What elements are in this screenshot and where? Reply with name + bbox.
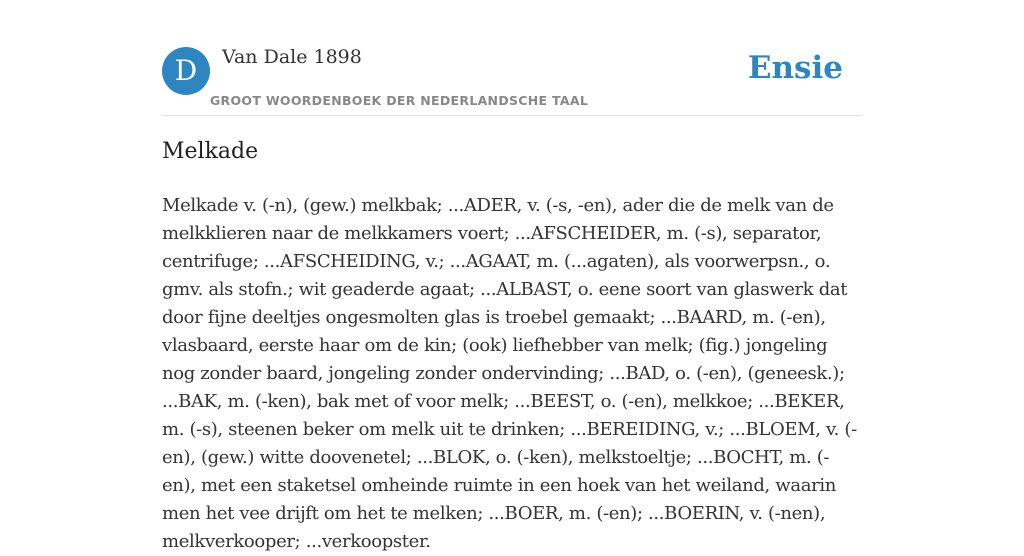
- site-header: [162, 0, 862, 116]
- page: [162, 0, 862, 552]
- brand-logo-link[interactable]: Ensie: [747, 50, 843, 86]
- entry-definition: Melkade v. (-n), (gew.) melkbak; ...ADER, v. (-s, -en), ader die de melk van de melkklieren naar de melkkamers voert; ...AFSCHEIDER, m. (-s), separator, centrifuge; ...AFSCHEIDING, v.; ...AGAAT, m. (...agaten), als voorwerpsn., o. gmv. als stofn.; wit geaderde agaat; ...ALBAST, o. eene soort van glaswerk dat door fijne deeltjes ongesmolten glas is troebel gemaakt; ...BAARD, m. (-en), vlasbaard, eerste haar om de kin; (ook) liefhebber van melk; (fig.) jongeling nog zonder baard, jongeling zonder ondervinding; ...BAD, o. (-en), (geneesk.); ...BAK, m. (-ken), bak met of voor melk; ...BEEST, o. (-en), melkkoe; ...BEKER, m. (-s), steenen beker om melk uit te drinken; ...BEREIDING, v.; ...BLOEM, v. (-en), (gew.) witte doovenetel; ...BLOK, o. (-ken), melkstoeltje; ...BOCHT, m. (-en), met een staketsel omheinde ruimte in een hoek van het weiland, waarin men het vee drijft om het te melken; ...BOER, m. (-en); ...BOERIN, v. (-nen), melkverkooper; ...verkoopster.: [162, 195, 857, 552]
- entry-title: Melkade: [162, 139, 259, 164]
- dictionary-subtitle: GROOT WOORDENBOEK DER NEDERLANDSCHE TAAL: [210, 93, 589, 108]
- dictionary-logo-badge[interactable]: [162, 47, 210, 95]
- logo-letter: D: [174, 54, 198, 87]
- dictionary-title[interactable]: Van Dale 1898: [222, 46, 362, 68]
